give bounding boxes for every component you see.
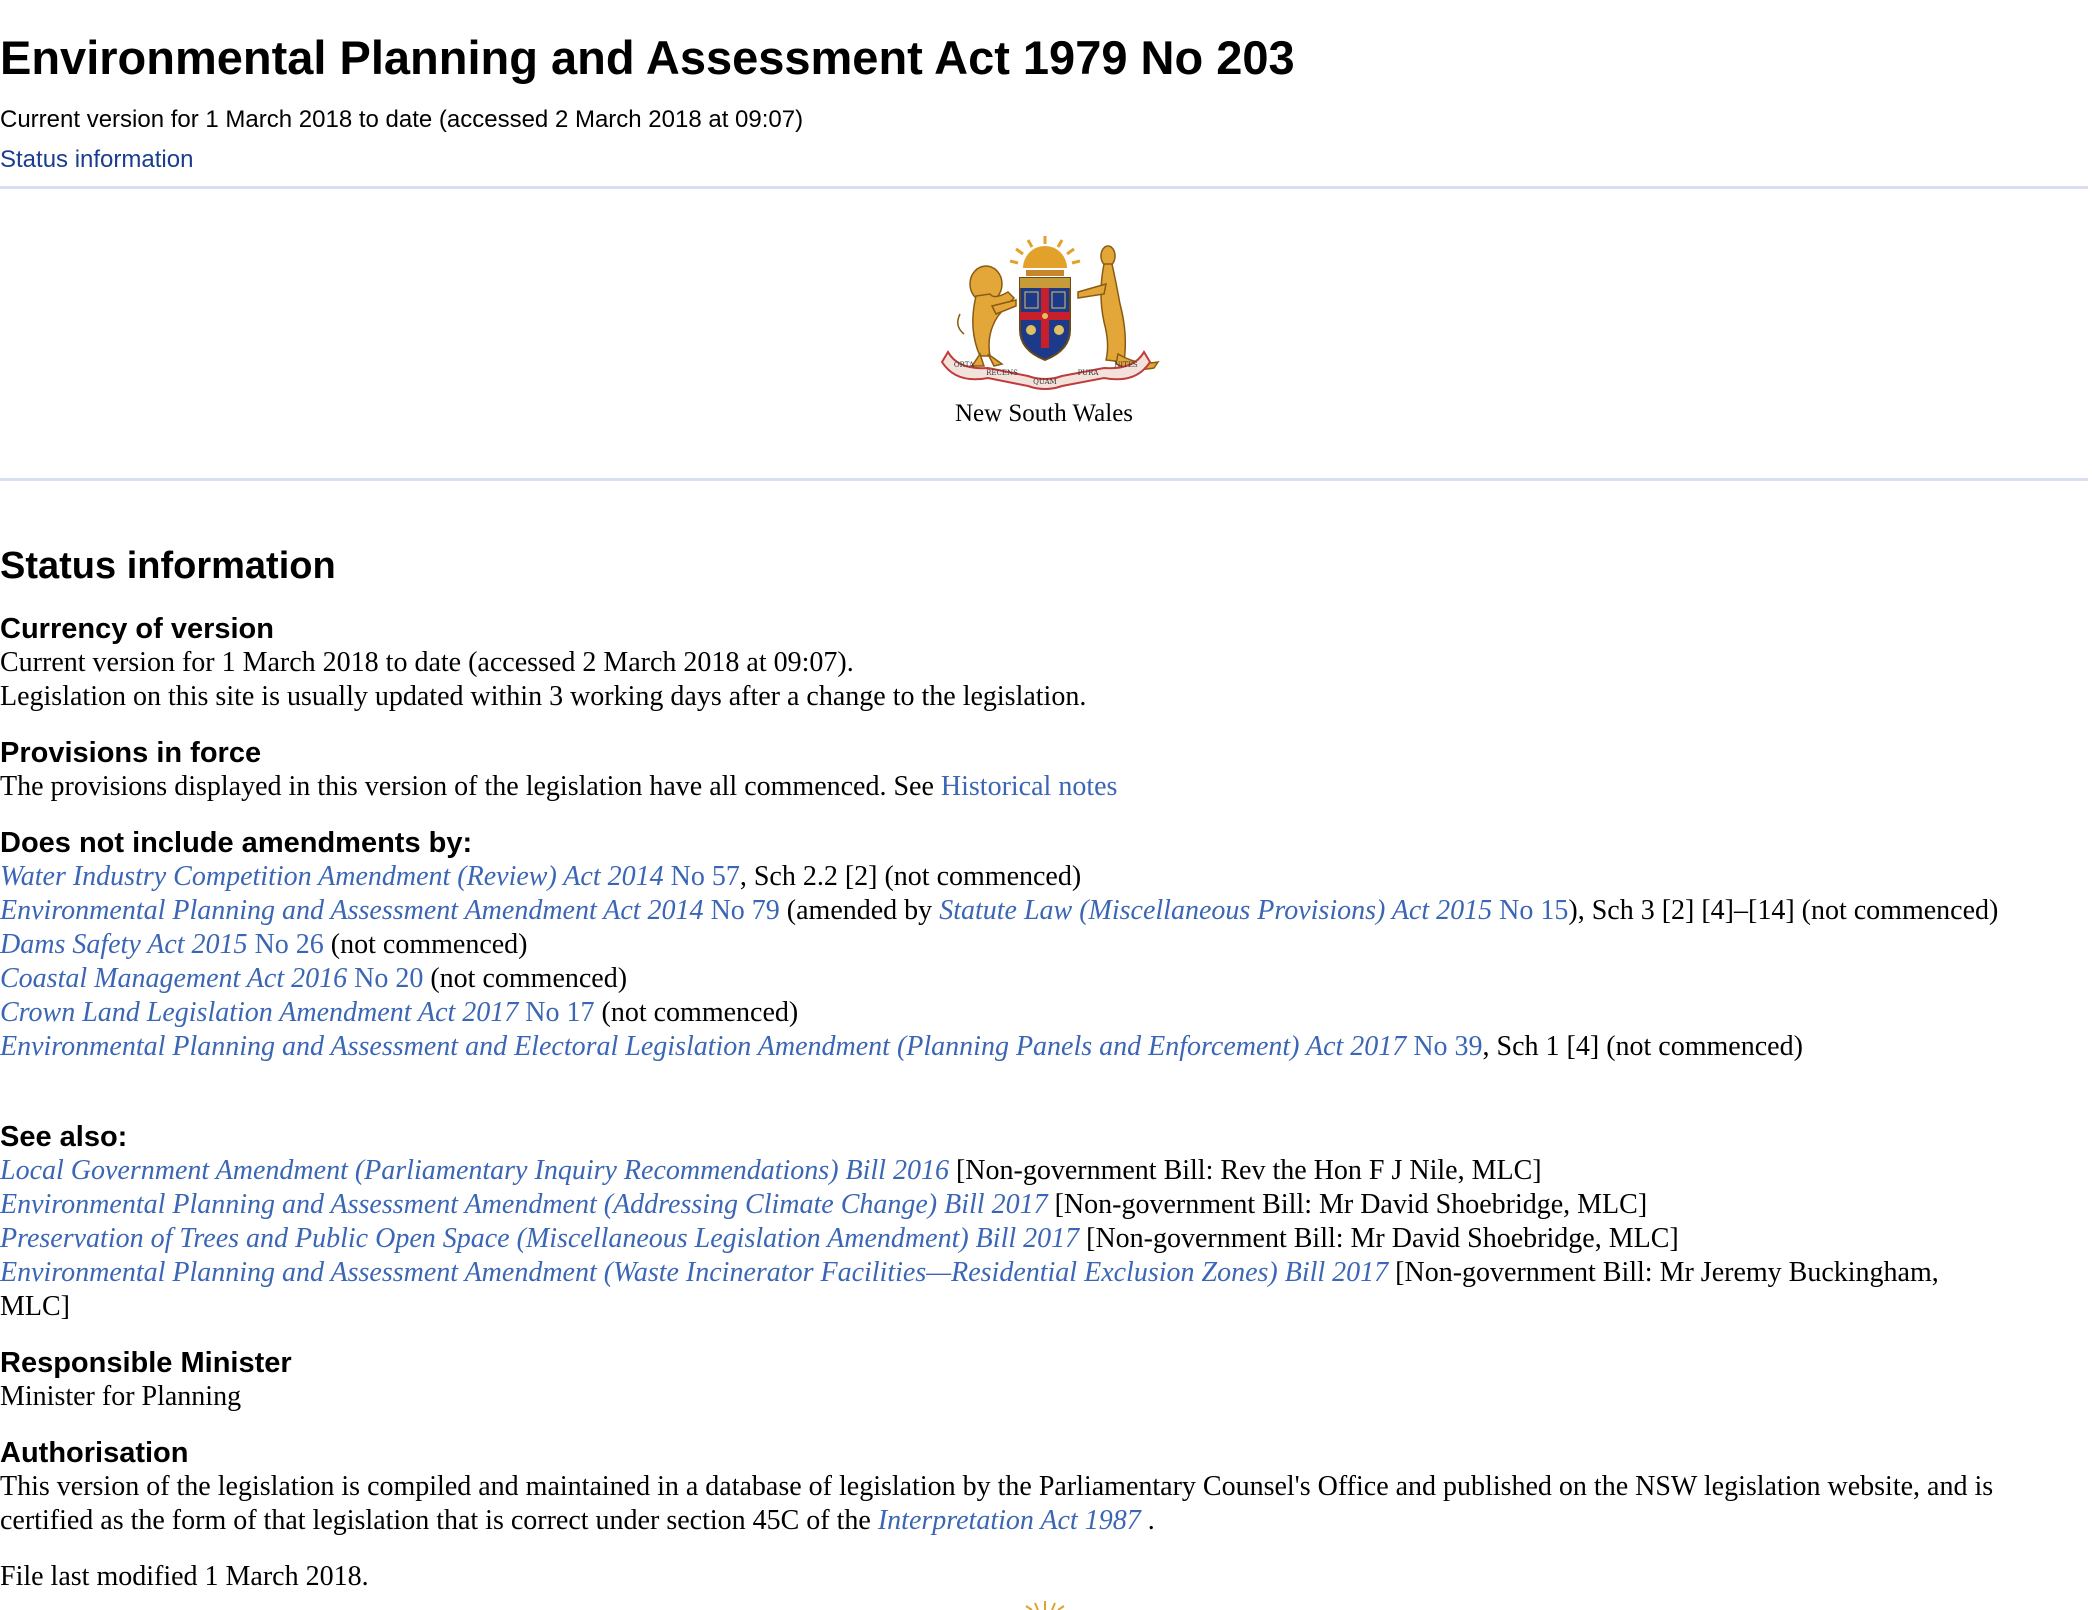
act-link[interactable]: Crown Land Legislation Amendment Act 2017 (0, 997, 519, 1028)
status-information-link[interactable]: Status information (0, 146, 194, 173)
minister-text: Minister for Planning (0, 1381, 242, 1412)
bill-note: [Non-government Bill: Rev the Hon F J Nile, MLC] (948, 1155, 1542, 1186)
provisions-heading: Provisions in force (0, 737, 262, 769)
authorisation-section (0, 1436, 2088, 1538)
bill-note: [Non-government Bill: Mr David Shoebridge, MLC] (1079, 1223, 1679, 1254)
list-item (0, 1222, 2088, 1256)
amendment-note: (not commenced) (323, 929, 528, 960)
bill-link[interactable]: Environmental Planning and Assessment Amendment (Addressing Climate Change) Bill 2017 (0, 1189, 1048, 1220)
authorisation-end: . (1140, 1505, 1155, 1536)
current-version-text: Current version for 1 March 2018 to date (accessed 2 March 2018 at 09:07) (0, 106, 804, 133)
list-item (0, 928, 2088, 962)
list-item (0, 1154, 2088, 1188)
act-number-link[interactable]: No 20 (354, 963, 424, 994)
page-title: Environmental Planning and Assessment Act 1979 No 203 (0, 31, 1295, 84)
act-number-link[interactable]: No 39 (1413, 1031, 1483, 1062)
interpretation-act-link[interactable]: Interpretation Act 1987 (877, 1505, 1141, 1536)
act-link[interactable]: Environmental Planning and Assessment Amendment Act 2014 (0, 895, 704, 926)
currency-section (0, 612, 2088, 714)
authorisation-body: This version of the legislation is compiled and maintained in a database of legislation by the Parliamentary Counsel's Office and published on the NSW legislation website, and is certified as the form of that legislation that is correct under section 45C of the (0, 1471, 1994, 1536)
amendment-note: (amended by (779, 895, 940, 926)
authorisation-heading: Authorisation (0, 1437, 189, 1469)
amendments-heading: Does not include amendments by: (0, 827, 473, 859)
currency-heading: Currency of version (0, 613, 274, 645)
act-link[interactable]: Coastal Management Act 2016 (0, 963, 348, 994)
act-number-link[interactable]: No 15 (1499, 895, 1569, 926)
crest-caption-text: New South Wales (954, 400, 1134, 427)
divider (0, 186, 2088, 189)
act-number-link[interactable]: No 57 (670, 861, 740, 892)
list-item (0, 860, 2088, 894)
act-number-link[interactable]: No 17 (525, 997, 595, 1028)
see-also-section (0, 1120, 2088, 1324)
bill-note: [Non-government Bill: Mr Jeremy Buckingham, MLC] (0, 1257, 1939, 1322)
provisions-body: The provisions displayed in this version of the legislation have all commenced. See (0, 771, 941, 802)
bill-link[interactable]: Local Government Amendment (Parliamentary Inquiry Recommendations) Bill 2016 (0, 1155, 949, 1186)
list-item (0, 1030, 2088, 1064)
see-also-heading: See also: (0, 1121, 128, 1153)
currency-note: Legislation on this site is usually updated within 3 working days after a change to the legislation. (0, 681, 1087, 712)
crest-caption (0, 400, 2088, 428)
list-item (0, 1188, 2088, 1222)
amendment-note: , Sch 1 [4] (not commenced) (1482, 1031, 1803, 1062)
act-link[interactable]: Dams Safety Act 2015 (0, 929, 248, 960)
act-number-link[interactable]: No 26 (254, 929, 324, 960)
bill-link[interactable]: Preservation of Trees and Public Open Space (Miscellaneous Legislation Amendment) Bill 2017 (0, 1223, 1080, 1254)
act-link[interactable]: Environmental Planning and Assessment and Electoral Legislation Amendment (Planning Panels and Enforcement) Act 2017 (0, 1031, 1407, 1062)
list-item (0, 1256, 2000, 1324)
bill-note: [Non-government Bill: Mr David Shoebridge, MLC] (1047, 1189, 1648, 1220)
authorisation-text (0, 1470, 2070, 1538)
motto-word: QUAM (1033, 378, 1057, 386)
currency-line: Current version for 1 March 2018 to date (accessed 2 March 2018 at 09:07). (0, 647, 854, 678)
motto-word: PURA (1077, 369, 1099, 377)
crest-footer-icon (1015, 1598, 1075, 1610)
minister-heading: Responsible Minister (0, 1347, 292, 1379)
list-item (0, 962, 2088, 996)
provisions-text (0, 770, 2088, 804)
list-item (0, 996, 2088, 1030)
nsw-coat-of-arms-icon (928, 234, 1162, 394)
status-heading: Status information (0, 545, 336, 587)
motto-word: NITES (1114, 361, 1138, 369)
historical-notes-link[interactable]: Historical notes (940, 771, 1118, 802)
motto-word: RECENS (986, 369, 1018, 377)
list-item (0, 894, 2000, 928)
file-modified-text: File last modified 1 March 2018. (0, 1561, 369, 1592)
amendment-note: , Sch 2.2 [2] (not commenced) (739, 861, 1082, 892)
divider (0, 478, 2088, 481)
amendment-note: ), Sch 3 [2] [4]–[14] (not commenced) (1568, 895, 1999, 926)
amendment-note: (not commenced) (594, 997, 799, 1028)
act-number-link[interactable]: No 79 (710, 895, 780, 926)
amendment-note: (not commenced) (423, 963, 628, 994)
amendments-section (0, 826, 2088, 1064)
bill-link[interactable]: Environmental Planning and Assessment Amendment (Waste Incinerator Facilities—Residential Exclusion Zones) Bill 2017 (0, 1257, 1389, 1288)
act-link[interactable]: Statute Law (Miscellaneous Provisions) Act 2015 (939, 895, 1493, 926)
minister-section (0, 1346, 2088, 1414)
motto-word: ORTA (953, 361, 975, 369)
provisions-section (0, 736, 2088, 804)
act-link[interactable]: Water Industry Competition Amendment (Review) Act 2014 (0, 861, 664, 892)
